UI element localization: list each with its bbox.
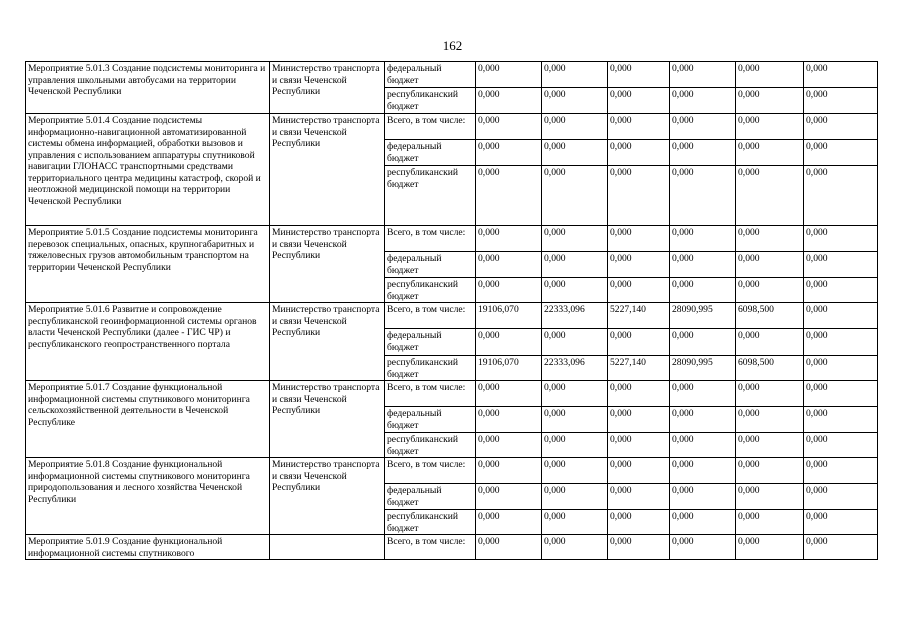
amount-cell: 0,000 <box>476 407 542 433</box>
amount-cell: 0,000 <box>670 140 736 166</box>
funding-source: федеральный бюджет <box>385 252 476 278</box>
amount-cell: 19106,070 <box>476 303 542 329</box>
amount-cell: 0,000 <box>608 114 670 140</box>
executor: Министерство транспорта и связи Чеченской Республики <box>270 381 385 458</box>
amount-cell: 0,000 <box>736 510 804 535</box>
amount-cell: 0,000 <box>736 252 804 278</box>
amount-cell: 0,000 <box>608 88 670 114</box>
amount-cell: 0,000 <box>736 535 804 560</box>
amount-cell: 0,000 <box>542 166 608 226</box>
amount-cell: 0,000 <box>476 381 542 407</box>
amount-cell: 0,000 <box>804 356 878 381</box>
funding-source: Всего, в том числе: <box>385 303 476 329</box>
amount-cell: 0,000 <box>804 407 878 433</box>
amount-cell: 0,000 <box>542 226 608 252</box>
funding-source: Всего, в том числе: <box>385 381 476 407</box>
amount-cell: 0,000 <box>804 62 878 88</box>
amount-cell: 0,000 <box>542 114 608 140</box>
amount-cell: 0,000 <box>608 140 670 166</box>
amount-cell: 0,000 <box>804 140 878 166</box>
funding-source: республиканский бюджет <box>385 278 476 303</box>
amount-cell: 0,000 <box>804 381 878 407</box>
amount-cell: 0,000 <box>542 407 608 433</box>
amount-cell: 0,000 <box>736 114 804 140</box>
amount-cell: 0,000 <box>736 166 804 226</box>
amount-cell: 0,000 <box>476 510 542 535</box>
amount-cell: 0,000 <box>542 88 608 114</box>
amount-cell: 0,000 <box>542 278 608 303</box>
executor: Министерство транспорта и связи Чеченской Республики <box>270 458 385 535</box>
amount-cell: 0,000 <box>476 484 542 510</box>
amount-cell: 0,000 <box>736 458 804 484</box>
measure-name: Мероприятие 5.01.5 Создание подсистемы мониторинга перевозок специальных, опасных, крупногабаритных и тяжеловесных грузов автомобильным транспортом на территории Чеченской Республики <box>26 226 270 303</box>
amount-cell: 0,000 <box>476 433 542 458</box>
table-row <box>26 535 878 560</box>
amount-cell: 0,000 <box>476 329 542 356</box>
amount-cell: 0,000 <box>736 62 804 88</box>
amount-cell: 0,000 <box>608 484 670 510</box>
amount-cell: 0,000 <box>670 114 736 140</box>
amount-cell: 0,000 <box>804 303 878 329</box>
amount-cell: 0,000 <box>804 166 878 226</box>
amount-cell: 0,000 <box>542 510 608 535</box>
table-row <box>26 303 878 329</box>
measure-name: Мероприятие 5.01.8 Создание функциональной информационной системы спутникового мониторинга природопользования и лесного хозяйства Чеченской Республики <box>26 458 270 535</box>
funding-source: Всего, в том числе: <box>385 114 476 140</box>
amount-cell: 0,000 <box>542 329 608 356</box>
amount-cell: 0,000 <box>670 329 736 356</box>
amount-cell: 0,000 <box>670 484 736 510</box>
amount-cell: 0,000 <box>670 407 736 433</box>
funding-source: федеральный бюджет <box>385 62 476 88</box>
amount-cell: 0,000 <box>736 278 804 303</box>
amount-cell: 0,000 <box>736 226 804 252</box>
amount-cell: 0,000 <box>736 407 804 433</box>
amount-cell: 19106,070 <box>476 356 542 381</box>
amount-cell: 0,000 <box>608 381 670 407</box>
table-row <box>26 114 878 140</box>
funding-source: республиканский бюджет <box>385 356 476 381</box>
amount-cell: 0,000 <box>608 433 670 458</box>
funding-source: Всего, в том числе: <box>385 226 476 252</box>
measure-name: Мероприятие 5.01.9 Создание функциональной информационной системы спутникового <box>26 535 270 560</box>
amount-cell: 0,000 <box>608 226 670 252</box>
amount-cell: 0,000 <box>608 458 670 484</box>
amount-cell: 0,000 <box>542 62 608 88</box>
amount-cell: 0,000 <box>670 62 736 88</box>
amount-cell: 0,000 <box>804 458 878 484</box>
amount-cell: 0,000 <box>542 381 608 407</box>
amount-cell: 0,000 <box>670 166 736 226</box>
amount-cell: 0,000 <box>736 484 804 510</box>
executor: Министерство транспорта и связи Чеченской Республики <box>270 114 385 226</box>
measure-name: Мероприятие 5.01.6 Развитие и сопровождение республиканской геоинформационной системы органов власти Чеченской Республики (далее - ГИС ЧР) и республиканского геопространственного портала <box>26 303 270 381</box>
amount-cell: 0,000 <box>476 88 542 114</box>
amount-cell: 0,000 <box>804 484 878 510</box>
table-row <box>26 62 878 88</box>
amount-cell: 0,000 <box>542 484 608 510</box>
amount-cell: 0,000 <box>542 433 608 458</box>
amount-cell: 0,000 <box>804 114 878 140</box>
amount-cell: 0,000 <box>804 433 878 458</box>
funding-source: федеральный бюджет <box>385 407 476 433</box>
funding-source: республиканский бюджет <box>385 433 476 458</box>
funding-source: республиканский бюджет <box>385 166 476 226</box>
amount-cell: 28090,995 <box>670 356 736 381</box>
amount-cell: 0,000 <box>736 329 804 356</box>
amount-cell: 22333,096 <box>542 303 608 329</box>
amount-cell: 0,000 <box>476 278 542 303</box>
executor <box>270 535 385 560</box>
amount-cell: 0,000 <box>542 458 608 484</box>
amount-cell: 0,000 <box>670 458 736 484</box>
amount-cell: 5227,140 <box>608 356 670 381</box>
amount-cell: 0,000 <box>736 140 804 166</box>
amount-cell: 0,000 <box>670 252 736 278</box>
amount-cell: 0,000 <box>670 88 736 114</box>
measure-name: Мероприятие 5.01.7 Создание функциональной информационной системы спутникового мониторинга сельскохозяйственной деятельности в Чеченской Республике <box>26 381 270 458</box>
amount-cell: 0,000 <box>670 381 736 407</box>
amount-cell: 0,000 <box>542 535 608 560</box>
amount-cell: 0,000 <box>804 278 878 303</box>
amount-cell: 0,000 <box>670 535 736 560</box>
amount-cell: 0,000 <box>804 88 878 114</box>
amount-cell: 0,000 <box>542 140 608 166</box>
funding-source: федеральный бюджет <box>385 484 476 510</box>
amount-cell: 0,000 <box>476 140 542 166</box>
amount-cell: 28090,995 <box>670 303 736 329</box>
table-row <box>26 381 878 407</box>
funding-source: республиканский бюджет <box>385 510 476 535</box>
funding-source: республиканский бюджет <box>385 88 476 114</box>
measure-name: Мероприятие 5.01.3 Создание подсистемы мониторинга и управления школьными автобусами на территории Чеченской Республики <box>26 62 270 114</box>
amount-cell: 0,000 <box>476 226 542 252</box>
measure-name: Мероприятие 5.01.4 Создание подсистемы информационно-навигационной автоматизированной системы обмена информацией, обработки вызовов и управления с использованием аппаратуры спутниковой навигации ГЛОНАСС транспортными средствами территориального центра медицины катастроф, скорой и неотложной медицинской помощи на территории Чеченской Республики <box>26 114 270 226</box>
table-row <box>26 226 878 252</box>
funding-source: Всего, в том числе: <box>385 535 476 560</box>
amount-cell: 0,000 <box>608 278 670 303</box>
executor: Министерство транспорта и связи Чеченской Республики <box>270 62 385 114</box>
amount-cell: 6098,500 <box>736 356 804 381</box>
amount-cell: 0,000 <box>804 226 878 252</box>
amount-cell: 0,000 <box>476 252 542 278</box>
amount-cell: 0,000 <box>736 381 804 407</box>
amount-cell: 0,000 <box>736 433 804 458</box>
funding-source: Всего, в том числе: <box>385 458 476 484</box>
amount-cell: 0,000 <box>608 407 670 433</box>
executor: Министерство транспорта и связи Чеченской Республики <box>270 226 385 303</box>
amount-cell: 0,000 <box>670 433 736 458</box>
amount-cell: 0,000 <box>804 329 878 356</box>
amount-cell: 0,000 <box>670 278 736 303</box>
amount-cell: 0,000 <box>608 62 670 88</box>
amount-cell: 0,000 <box>804 252 878 278</box>
amount-cell: 0,000 <box>804 510 878 535</box>
amount-cell: 0,000 <box>608 510 670 535</box>
amount-cell: 0,000 <box>476 62 542 88</box>
executor: Министерство транспорта и связи Чеченской Республики <box>270 303 385 381</box>
amount-cell: 0,000 <box>608 329 670 356</box>
amount-cell: 0,000 <box>476 114 542 140</box>
amount-cell: 0,000 <box>804 535 878 560</box>
amount-cell: 22333,096 <box>542 356 608 381</box>
amount-cell: 0,000 <box>608 535 670 560</box>
amount-cell: 0,000 <box>608 166 670 226</box>
funding-source: федеральный бюджет <box>385 140 476 166</box>
table-row <box>26 458 878 484</box>
amount-cell: 5227,140 <box>608 303 670 329</box>
page-number: 162 <box>442 38 463 53</box>
amount-cell: 0,000 <box>736 88 804 114</box>
amount-cell: 6098,500 <box>736 303 804 329</box>
amount-cell: 0,000 <box>670 510 736 535</box>
amount-cell: 0,000 <box>476 166 542 226</box>
amount-cell: 0,000 <box>542 252 608 278</box>
amount-cell: 0,000 <box>670 226 736 252</box>
amount-cell: 0,000 <box>476 535 542 560</box>
funding-source: федеральный бюджет <box>385 329 476 356</box>
amount-cell: 0,000 <box>476 458 542 484</box>
amount-cell: 0,000 <box>608 252 670 278</box>
funding-table <box>25 61 878 560</box>
